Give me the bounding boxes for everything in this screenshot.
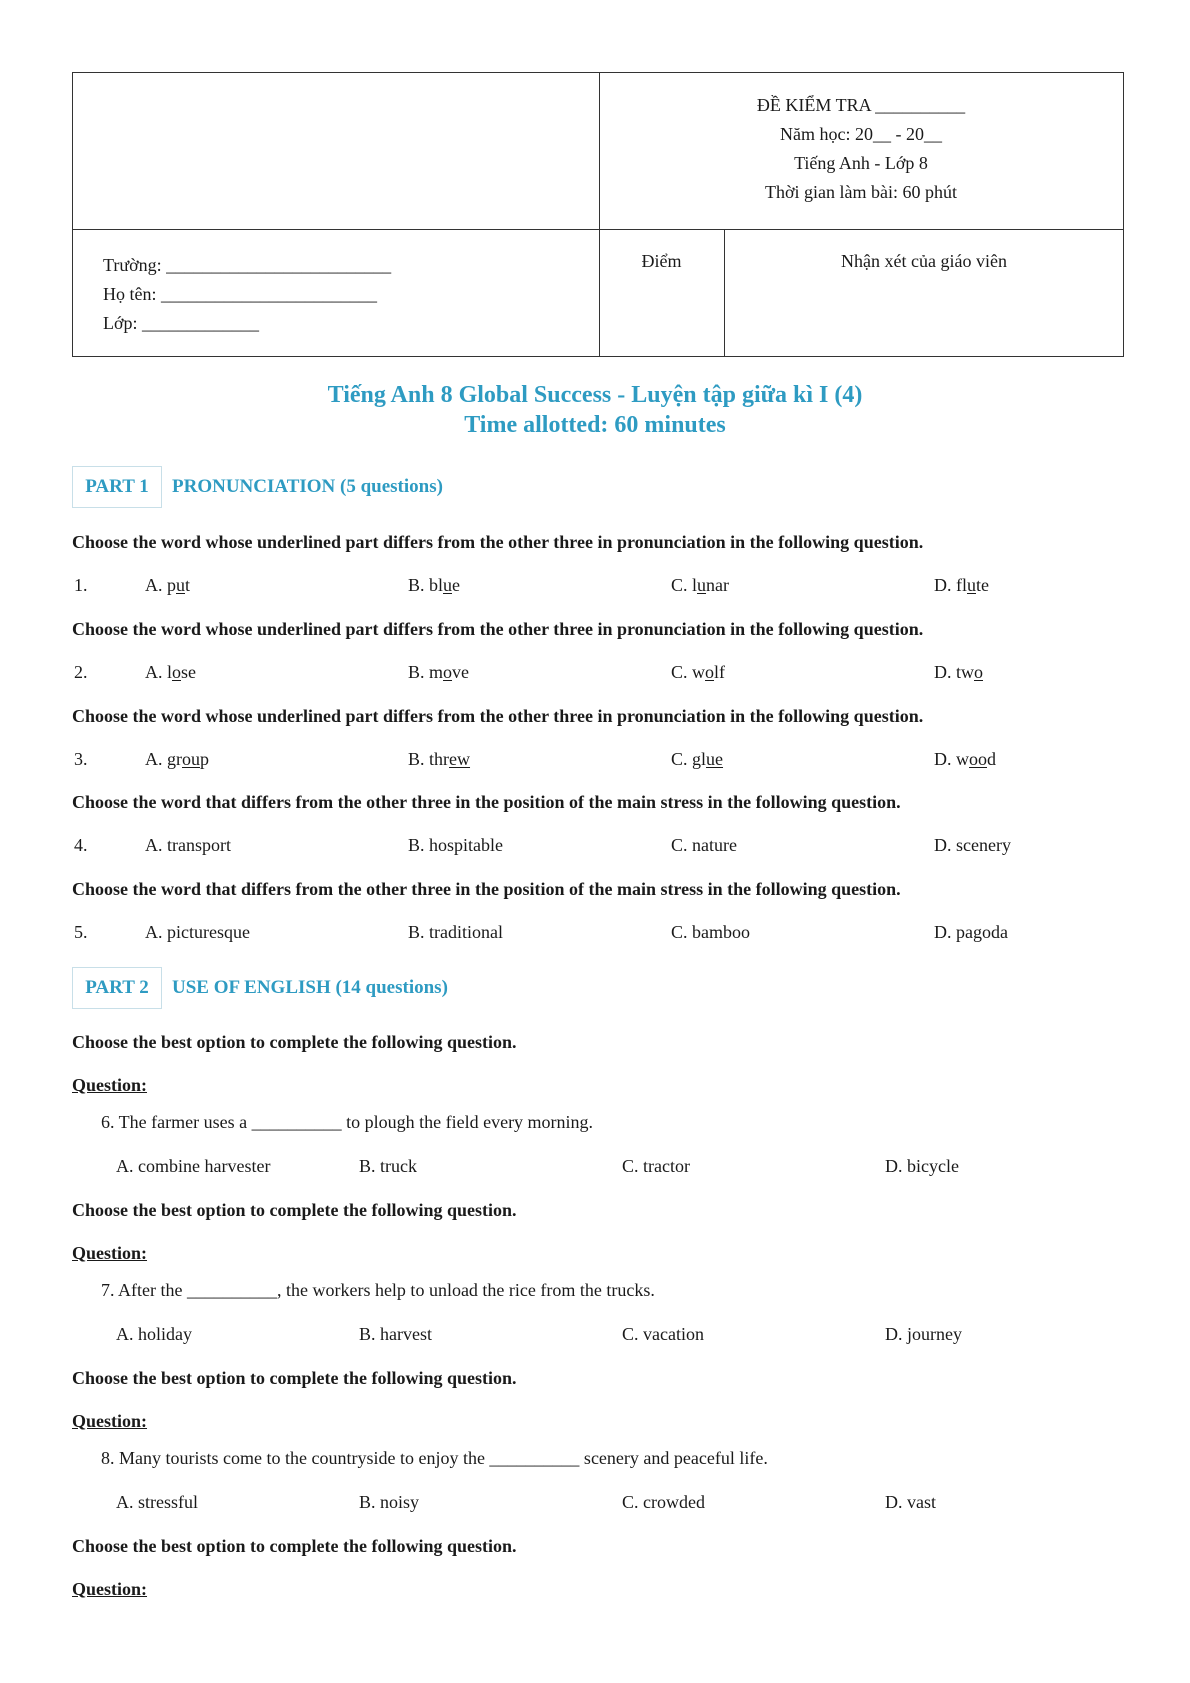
answer-option [934,575,989,596]
underlined-part: oo [969,749,987,769]
part1-label: PART 1 [72,466,162,508]
answer-option [145,662,196,683]
question-number: 2. [74,662,88,682]
answer-option [408,662,469,683]
option-text: D. fl [934,575,967,595]
option-text: A. gr [145,749,182,769]
option-text: B. thr [408,749,450,769]
underlined-part: u [967,575,976,595]
option-text: nar [706,575,729,595]
underlined-part: o [443,662,453,682]
answer-option [671,749,723,770]
teacher-comment-label: Nhận xét của giáo viên [841,251,1007,271]
part2-title: USE OF ENGLISH (14 questions) [172,977,448,998]
answer-option: A. stressful [116,1492,198,1512]
question-instruction: Choose the word that differs from the other three in the position of the main stress in the following question. [72,792,901,812]
option-text: D. pagoda [934,922,1008,942]
option-text: C. gl [671,749,707,769]
option-text: e [452,575,461,595]
option-text: A. transport [145,835,231,855]
option-text: te [976,575,989,595]
answer-option [671,835,737,856]
option-text: A. p [145,575,176,595]
question-label: Question: [72,1411,148,1431]
underlined-part: u [176,575,185,595]
option-text: B. bl [408,575,444,595]
question-instruction: Choose the best option to complete the following question. [72,1032,517,1052]
subject-line: Tiếng Anh - Lớp 8 [794,153,928,173]
underlined-part: u [697,575,707,595]
option-text: B. m [408,662,444,682]
question-label: Question: [72,1579,148,1599]
question-label: Question: [72,1243,148,1263]
question-stem: 6. The farmer uses a __________ to plough the field every morning. [101,1112,594,1132]
exam-info [599,91,1123,207]
option-text: lf [714,662,726,682]
answer-option: A. holiday [116,1324,192,1344]
part2-label: PART 2 [72,967,162,1009]
option-text: C. nature [671,835,737,855]
option-text: t [185,575,191,595]
question-number: 5. [74,922,88,942]
table-divider-horizontal [73,229,1124,230]
answer-option: D. bicycle [885,1156,959,1176]
part1-title: PRONUNCIATION (5 questions) [172,476,443,497]
question-instruction: Choose the word whose underlined part differs from the other three in pronunciation in the following question. [72,706,924,726]
answer-option: B. harvest [359,1324,432,1344]
question-instruction: Choose the word whose underlined part differs from the other three in pronunciation in the following question. [72,532,924,552]
option-text: B. hospitable [408,835,503,855]
option-text: C. bamboo [671,922,750,942]
answer-option: C. crowded [622,1492,705,1512]
duration-line: Thời gian làm bài: 60 phút [765,182,957,202]
page-title: Tiếng Anh 8 Global Success - Luyện tập giữa kì I (4) [327,382,863,408]
answer-option [408,575,460,596]
option-text: d [987,749,996,769]
answer-option: B. noisy [359,1492,420,1512]
option-text: D. scenery [934,835,1011,855]
option-text: ve [452,662,470,682]
question-number: 1. [74,575,88,595]
answer-option [408,922,503,943]
answer-option [671,662,725,683]
class-field: Lớp: _____________ [103,313,260,333]
answer-option: B. truck [359,1156,417,1176]
question-stem: 7. After the __________, the workers help to unload the rice from the trucks. [101,1280,655,1300]
exam-title-line: ĐỀ KIỂM TRA __________ [756,95,966,115]
answer-option [934,922,1008,943]
page-subtitle: Time allotted: 60 minutes [464,412,726,438]
answer-option [408,749,470,770]
answer-option [408,835,503,856]
answer-option: C. tractor [622,1156,690,1176]
answer-option [145,835,231,856]
answer-option [145,575,190,596]
name-field: Họ tên: ________________________ [103,284,377,304]
option-text: se [181,662,196,682]
option-text: p [200,749,209,769]
answer-option [671,575,729,596]
score-label: Điểm [641,251,682,271]
option-text: D. tw [934,662,974,682]
underlined-part: o [705,662,715,682]
question-instruction: Choose the best option to complete the following question. [72,1200,517,1220]
question-number: 3. [74,749,88,769]
header-table [72,72,1124,357]
underlined-part: ou [182,749,200,769]
answer-option [934,662,983,683]
answer-option [145,922,250,943]
table-divider-score [724,229,725,357]
question-instruction: Choose the best option to complete the following question. [72,1536,517,1556]
school-field: Trường: _________________________ [103,255,392,275]
question-instruction: Choose the word whose underlined part differs from the other three in pronunciation in the following question. [72,619,924,639]
option-text: C. w [671,662,706,682]
underlined-part: o [974,662,983,682]
answer-option: A. combine harvester [116,1156,271,1176]
underlined-part: u [443,575,453,595]
answer-option [934,749,996,770]
underlined-part: ue [706,749,724,769]
question-instruction: Choose the best option to complete the following question. [72,1368,517,1388]
answer-option [671,922,750,943]
question-label: Question: [72,1075,148,1095]
option-text: A. l [145,662,172,682]
question-number: 4. [74,835,88,855]
answer-option: D. vast [885,1492,936,1512]
underlined-part: o [172,662,181,682]
option-text: B. traditional [408,922,503,942]
answer-option [934,835,1011,856]
answer-option [145,749,209,770]
underlined-part: ew [449,749,471,769]
school-year-line: Năm học: 20__ - 20__ [780,124,942,144]
student-info [103,251,391,338]
option-text: A. picturesque [145,922,250,942]
answer-option: C. vacation [622,1324,704,1344]
question-stem: 8. Many tourists come to the countryside to enjoy the __________ scenery and peaceful life. [101,1448,768,1468]
answer-option: D. journey [885,1324,962,1344]
option-text: C. l [671,575,698,595]
question-instruction: Choose the word that differs from the other three in the position of the main stress in the following question. [72,879,901,899]
option-text: D. w [934,749,969,769]
